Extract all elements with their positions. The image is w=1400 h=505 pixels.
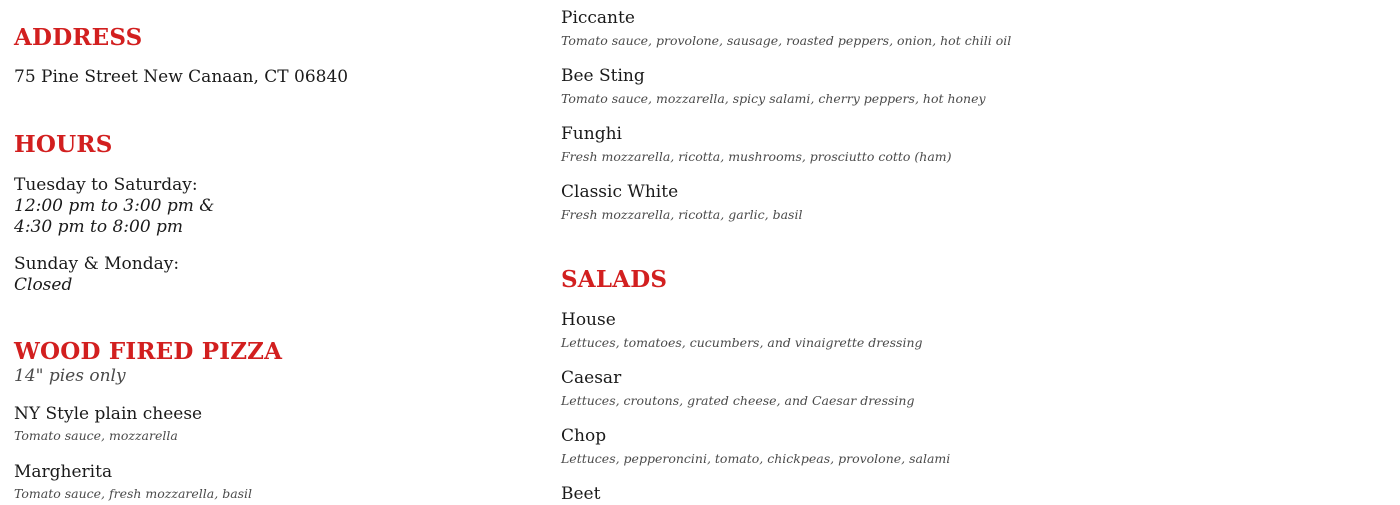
pizza-item-name: Classic White	[561, 182, 679, 202]
pizza-item-name: NY Style plain cheese	[14, 404, 203, 424]
salad-item-desc: Lettuces, tomatoes, cucumbers, and vinaigrette dressing	[561, 335, 923, 350]
hours-weekday-label: Tuesday to Saturday:	[14, 175, 198, 195]
pizza-item-name: Piccante	[561, 8, 635, 28]
pizza-item-desc: Fresh mozzarella, ricotta, mushrooms, prosciutto cotto (ham)	[561, 149, 952, 164]
pizza-item-desc: Tomato sauce, mozzarella, spicy salami, cherry peppers, hot honey	[561, 91, 986, 106]
pizza-heading: WOOD FIRED PIZZA	[14, 338, 283, 365]
salad-item-name: Beet	[561, 484, 601, 504]
hours-weekend-status: Closed	[14, 275, 73, 295]
pizza-item-name: Funghi	[561, 124, 622, 144]
salad-item-name: House	[561, 310, 616, 330]
pizza-item-desc: Fresh mozzarella, ricotta, garlic, basil	[561, 207, 803, 222]
salad-item-desc: Lettuces, pepperoncini, tomato, chickpeas, provolone, salami	[561, 451, 951, 466]
salad-item-name: Caesar	[561, 368, 622, 388]
pizza-item-name: Bee Sting	[561, 66, 645, 86]
hours-heading: HOURS	[14, 131, 113, 158]
hours-weekday-time-2: 4:30 pm to 8:00 pm	[14, 217, 184, 237]
pizza-item-desc: Tomato sauce, fresh mozzarella, basil	[14, 486, 253, 501]
pizza-item-desc: Tomato sauce, mozzarella	[14, 428, 178, 443]
pizza-item-desc: Tomato sauce, provolone, sausage, roasted peppers, onion, hot chili oil	[561, 33, 1012, 48]
address-line: 75 Pine Street New Canaan, CT 06840	[14, 67, 349, 87]
address-heading: ADDRESS	[14, 24, 143, 51]
hours-weekend-label: Sunday & Monday:	[14, 254, 180, 274]
hours-weekday-time-1: 12:00 pm to 3:00 pm &	[14, 196, 215, 216]
pizza-item-name: Margherita	[14, 462, 113, 482]
salad-item-name: Chop	[561, 426, 607, 446]
salads-heading: SALADS	[561, 266, 668, 293]
salad-item-desc: Lettuces, croutons, grated cheese, and Caesar dressing	[561, 393, 915, 408]
pizza-note: 14" pies only	[14, 366, 126, 386]
